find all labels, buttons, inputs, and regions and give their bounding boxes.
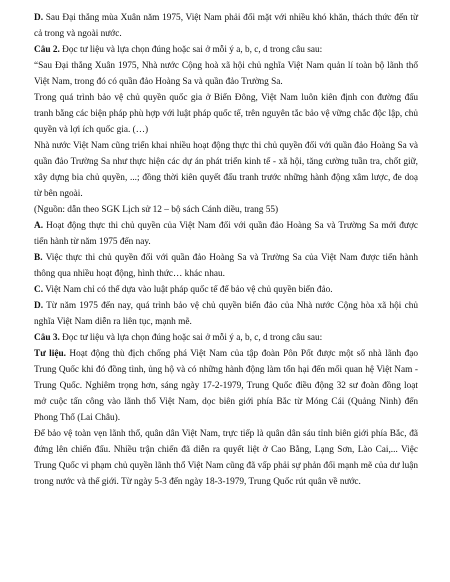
option-d-previous: [34, 10, 418, 42]
quote-paragraph-1: “Sau Đại thắng Xuân 1975, Nhà nước Cộng hoà xã hội chủ nghĩa Việt Nam quản lí toàn bộ lãnh thổ Việt Nam, trong đó có quần đảo Hoàng Sa và quần đảo Trường Sa.: [34, 61, 418, 87]
option-label: A.: [34, 221, 44, 231]
option-b: [34, 250, 418, 282]
quote-paragraph-3: Nhà nước Việt Nam cũng triển khai nhiều hoạt động thực thi chủ quyền đối với quần đảo Hoàng Sa và quần đảo Trường Sa như thực hiện các dự án phát triển kinh tế - xã hội, tăng cường tuần tra, chốt giữ, xây dựng bia chủ quyền, ...; đồng thời kiên quyết đấu tranh trước những hành động xâm lược, đe doạ từ bên ngoài.: [34, 141, 418, 199]
quote-paragraph-2: Trong quá trình bảo vệ chủ quyền quốc gia ở Biển Đông, Việt Nam luôn kiên định con đường đấu tranh bằng các biện pháp phù hợp với luật pháp quốc tế, trên nguyên tắc bảo vệ vững chắc độc lập, chủ quyền và lợi ích quốc gia. (…): [34, 93, 418, 135]
option-text: Hoạt động thực thi chủ quyền của Việt Nam đối với quần đảo Hoàng Sa và Trường Sa mới được tiến hành từ năm 1975 đến nay.: [34, 221, 419, 247]
document-text: Hoạt động thù địch chống phá Việt Nam của tập đoàn Pôn Pốt được một số nhà lãnh đạo Trung Quốc khi đó đồng tình, ủng hộ và có những hành động làm tổn hại đến mối quan hệ Việt Nam - Trung Quốc. Nghiêm trọng hơn, sáng ngày 17-2-1979, Trung Quốc điều động 32 sư đoàn đồng loạt mở cuộc tấn công vào lãnh thổ Việt Nam, dọc biên giới phía Bắc từ Móng Cái (Quảng Ninh) đến Phong Thổ (Lai Châu).: [34, 349, 418, 423]
question-label: Câu 3.: [34, 333, 60, 343]
document-paragraph-1: [34, 346, 418, 426]
question-2-heading: [34, 42, 418, 58]
option-label: B.: [34, 253, 43, 263]
option-label: D.: [34, 13, 44, 23]
question-prompt: Đọc tư liệu và lựa chọn đúng hoặc sai ở mỗi ý a, b, c, d trong câu sau:: [62, 333, 323, 343]
option-d: [34, 298, 418, 330]
quote-source: (Nguồn: dẫn theo SGK Lịch sử 12 – bộ sách Cánh diều, trang 55): [34, 205, 279, 215]
question-3-heading: [34, 330, 418, 346]
option-text: Việt Nam chỉ có thể dựa vào luật pháp quốc tế để bảo vệ chủ quyền biển đảo.: [45, 285, 333, 295]
option-label: D.: [34, 301, 44, 311]
option-text: Việc thực thi chủ quyền đối với quần đảo Hoàng Sa và Trường Sa của Việt Nam được tiến hành thông qua nhiều hoạt động, hình thức… khác nhau.: [34, 253, 419, 279]
option-a: [34, 218, 418, 250]
question-prompt: Đọc tư liệu và lựa chọn đúng hoặc sai ở mỗi ý a, b, c, d trong câu sau:: [62, 45, 323, 55]
option-text: Từ năm 1975 đến nay, quá trình bảo vệ chủ quyền biển đảo của Nhà nước Cộng hòa xã hội chủ nghĩa Việt Nam diễn ra liên tục, mạnh mẽ.: [34, 301, 419, 327]
option-text: Sau Đại thắng mùa Xuân năm 1975, Việt Nam phải đối mặt với nhiều khó khăn, thách thức đến từ cả trong và ngoài nước.: [34, 13, 418, 39]
question-label: Câu 2.: [34, 45, 60, 55]
option-c: [34, 282, 418, 298]
document-paragraph-2: Để bảo vệ toàn vẹn lãnh thổ, quân dân Việt Nam, trực tiếp là quân dân sáu tỉnh biên giới phía Bắc, đã đứng lên chiến đấu. Nhiều trận chiến đã diễn ra quyết liệt ở Cao Bằng, Lạng Sơn, Lào Cai,... Việc Trung Quốc vi phạm chủ quyền lãnh thổ Việt Nam cũng đã vấp phải sự phản đối mạnh mẽ của dư luận trong nước và thế giới. Từ ngày 5-3 đến ngày 18-3-1979, Trung Quốc rút quân về nước.: [34, 429, 418, 487]
option-label: C.: [34, 285, 44, 295]
document-label: Tư liệu.: [34, 349, 66, 359]
